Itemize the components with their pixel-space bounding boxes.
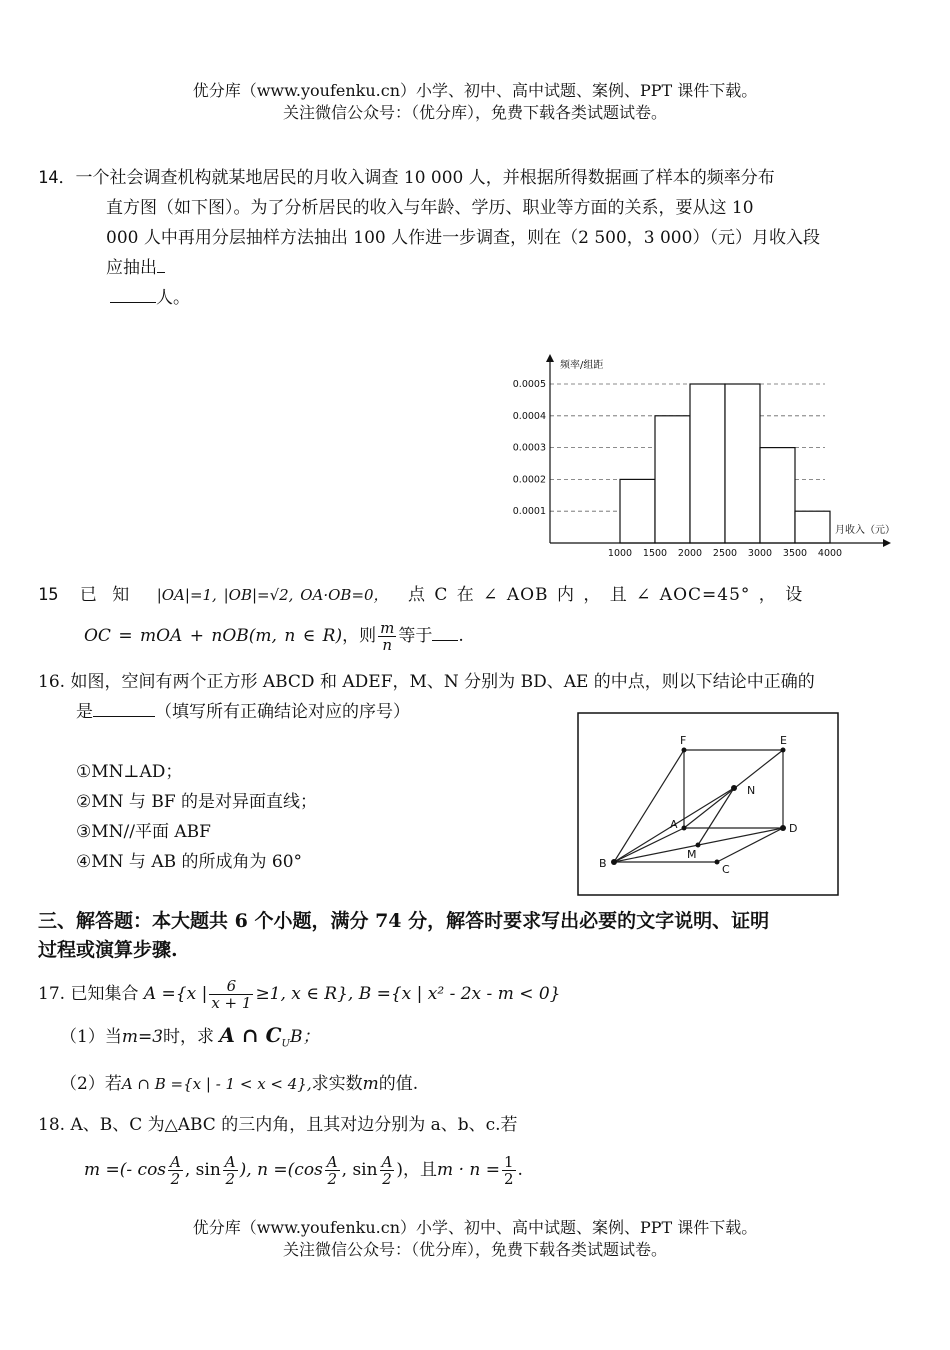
y-tick-label: 0.0001: [512, 506, 546, 518]
x-tick-label: 3500: [782, 548, 808, 559]
q15-text-c: ，则: [342, 626, 377, 646]
q18-n-expr-b: , sin: [341, 1160, 378, 1180]
q17-part2-c: 的值.: [378, 1074, 419, 1095]
q18-frac-den: 2: [327, 1170, 337, 1188]
x-tick-label: 2000: [677, 548, 703, 559]
q18-half-num: 1: [503, 1153, 514, 1171]
x-tick-label: 4000: [817, 548, 843, 559]
label-B: B: [599, 857, 607, 870]
q15-number: 15: [38, 585, 59, 605]
point-B: [611, 859, 617, 865]
label-A: A: [670, 818, 678, 831]
q17-part2-a: （2）若: [60, 1074, 122, 1095]
q15-fraction-num: m: [380, 619, 395, 637]
question-17: [38, 976, 918, 1099]
q17-set-a-left: A ={x |: [143, 984, 208, 1004]
section-3-line-2: 过程或演算步骤.: [38, 939, 178, 961]
answer-blank: [432, 622, 458, 641]
q18-frac-den: 2: [225, 1170, 235, 1188]
label-C: C: [722, 863, 730, 876]
q17-intro: 17. 已知集合: [38, 984, 139, 1004]
q18-line-1: 18. A、B、C 为△ABC 的三内角，且其对边分别为 a、b、c.若: [38, 1115, 518, 1135]
q18-dot-expr: m · n =: [437, 1160, 500, 1180]
q15-period: .: [458, 626, 464, 646]
y-tick-label: 0.0004: [512, 410, 546, 422]
histogram-bar: [620, 479, 655, 543]
q18-n-expr-a: ), n =(cos: [239, 1160, 323, 1180]
q18-m-expr-b: , sin: [184, 1160, 221, 1180]
q14-line-4: 应抽出: [106, 258, 157, 278]
x-tick-label: 3000: [747, 548, 773, 559]
point-F: [682, 748, 687, 753]
q17-part2-expr: A ∩ B ={x | - 1 < x < 4},: [121, 1075, 312, 1094]
y-axis-arrow: [546, 354, 554, 362]
q18-frac-num: A: [170, 1153, 181, 1171]
q16-line-1: 16. 如图，空间有两个正方形 ABCD 和 ADEF，M、N 分别为 BD、AE 的中点，则以下结论中正确的: [38, 672, 815, 692]
section-3-line-1: 三、解答题：本大题共 6 个小题，满分 74 分，解答时要求写出必要的文字说明、证明: [38, 910, 770, 932]
histogram-bar: [760, 448, 795, 543]
q18-and: ，且: [403, 1160, 438, 1180]
q17-part2-m: m: [362, 1074, 379, 1095]
q18-frac-num: A: [381, 1153, 393, 1171]
q17-part1-sub: U: [281, 1038, 290, 1050]
q15-text-d: 等于: [398, 626, 433, 646]
q14-line-2: 直方图（如下图）。为了分析居民的收入与年龄、学历、职业等方面的关系，要从这 10: [106, 198, 754, 218]
question-14: [38, 163, 918, 313]
y-axis-title: 频率/组距: [560, 360, 604, 371]
y-tick-label: 0.0003: [512, 442, 546, 454]
q16-option-4: ④MN 与 AB 的所成角为 60°: [76, 852, 303, 872]
q17-fraction-den: x + 1: [211, 994, 252, 1012]
histogram-bar: [655, 416, 690, 543]
label-D: D: [789, 822, 798, 835]
q18-close: ): [396, 1160, 404, 1180]
x-axis-arrow: [883, 539, 891, 547]
x-tick-label: 1500: [642, 548, 668, 559]
geometry-figure: [577, 712, 839, 896]
q16-line-2a: 是: [76, 702, 93, 722]
q18-half-den: 2: [503, 1170, 514, 1188]
x-tick-label: 1000: [607, 548, 633, 559]
q18-frac-num: A: [224, 1153, 236, 1171]
histogram-bar: [690, 384, 725, 543]
q15-vector-expression: OC = mOA + nOB(m, n ∈ R): [84, 626, 343, 646]
q14-line-3: 000 人中再用分层抽样方法抽出 100 人作进一步调查，则在（2 500，3 000）（元）月收入段: [106, 228, 820, 248]
q15-text-b: 点 C 在 ∠ AOB 内 ， 且 ∠ AOC=45° ， 设: [407, 585, 804, 605]
q16-options: [76, 757, 317, 877]
q18-frac-den: 2: [170, 1170, 181, 1188]
header-line-1: 优分库（www.youfenku.cn）小学、初中、高中试题、案例、PPT 课件下载。: [192, 81, 758, 100]
label-M: M: [687, 848, 697, 861]
point-E: [781, 748, 786, 753]
q15-text-a: 已 知: [79, 585, 134, 605]
q18-end: .: [517, 1160, 523, 1180]
footer-line-1: 优分库（www.youfenku.cn）小学、初中、高中试题、案例、PPT 课件下载。: [192, 1218, 758, 1237]
x-tick-label: 2500: [712, 548, 738, 559]
q17-part1-expr: A ∩ C: [219, 1023, 282, 1047]
question-15: [38, 580, 918, 653]
q18-vector-line: [38, 1150, 918, 1190]
q14-number: 14．: [38, 168, 76, 188]
histogram-bar: [795, 511, 830, 543]
point-N: [731, 785, 737, 791]
q15-condition: |OA|=1, |OB|=√2, OA·OB=0，: [156, 586, 389, 604]
label-E: E: [780, 734, 787, 747]
q16-option-3: ③MN//平面 ABF: [76, 822, 211, 842]
point-D: [780, 825, 786, 831]
point-A: [682, 826, 687, 831]
point-C: [715, 860, 720, 865]
y-tick-label: 0.0002: [512, 474, 546, 486]
section-3-heading: [38, 907, 918, 965]
q17-part1-tail: B；: [289, 1027, 320, 1047]
q18-m-expr-a: m =(- cos: [84, 1160, 167, 1180]
histogram-bar: [725, 384, 760, 543]
q16-line-2b: （填写所有正确结论对应的序号）: [155, 702, 410, 722]
header-line-2: 关注微信公众号：（优分库），免费下载各类试题试卷。: [282, 103, 667, 122]
answer-blank: [93, 698, 155, 717]
answer-blank: [110, 284, 156, 303]
q18-frac-num: A: [326, 1153, 338, 1171]
point-M: [696, 843, 701, 848]
x-axis-title: 月收入（元）: [835, 525, 895, 536]
q14-line-1: 一个社会调查机构就某地居民的月收入调查 10 000 人，并根据所得数据画了样本的频率分布: [75, 168, 775, 188]
answer-blank: [157, 254, 165, 273]
q17-fraction-num: 6: [209, 978, 253, 995]
q18-frac-den: 2: [382, 1170, 392, 1188]
q17-part1-b: 时，求: [163, 1027, 215, 1047]
y-tick-label: 0.0005: [512, 379, 546, 390]
frequency-histogram: [495, 352, 925, 562]
footer-line-2: 关注微信公众号：（优分库），免费下载各类试题试卷。: [282, 1240, 667, 1259]
q17-part1-m: m=3: [121, 1027, 164, 1047]
label-N: N: [747, 784, 756, 797]
q16-option-1: ①MN⊥AD；: [76, 762, 183, 782]
question-18: [38, 1110, 918, 1190]
q15-fraction-den: n: [382, 636, 393, 654]
q14-line-5: 人。: [156, 288, 190, 308]
q16-option-2: ②MN 与 BF 的是对异面直线；: [76, 792, 318, 812]
label-F: F: [680, 734, 687, 747]
q17-set-a-right: ≥1, x ∈ R}, B ={x | x² - 2x - m < 0}: [255, 984, 561, 1004]
q17-part1-a: （1）当: [60, 1027, 122, 1047]
q17-part2-b: 求实数: [311, 1074, 363, 1095]
